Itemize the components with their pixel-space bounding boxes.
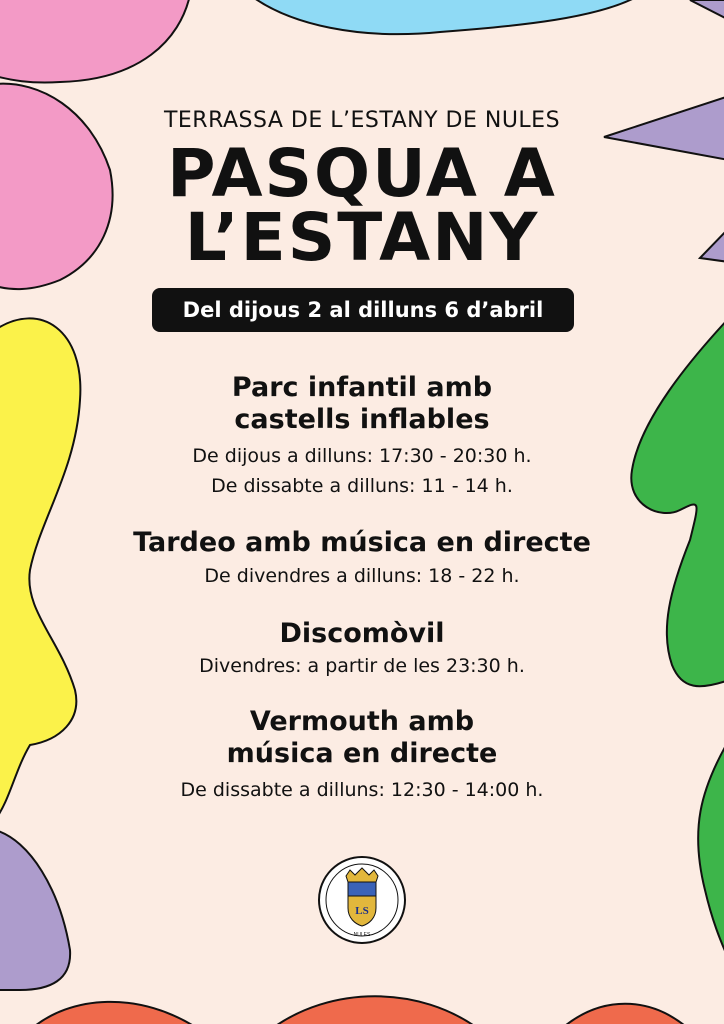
- event-title: Discomòvil: [279, 618, 445, 649]
- event-schedule: De divendres a dilluns: 18 - 22 h.: [204, 565, 520, 587]
- event-title: música en directe: [226, 738, 498, 769]
- town-coat-of-arms-icon: [317, 856, 407, 944]
- event-title: Parc infantil amb: [231, 372, 493, 403]
- event-schedule: De dijous a dilluns: 17:30 - 20:30 h.: [192, 445, 532, 467]
- title-line-2: L’ESTANY: [184, 199, 540, 276]
- title-line-1: PASQUA A: [167, 135, 557, 212]
- event-schedule: De dissabte a dilluns: 12:30 - 14:00 h.: [180, 779, 544, 801]
- svg-text:LS: LS: [355, 905, 369, 917]
- event-title: castells inflables: [234, 404, 490, 435]
- event-title: Tardeo amb música en directe: [133, 527, 591, 558]
- venue-kicker: TERRASSA DE L’ESTANY DE NULES: [163, 108, 561, 133]
- dates-badge: Del dijous 2 al dilluns 6 d’abril: [152, 288, 574, 332]
- seal-text: NULES: [353, 932, 371, 938]
- event-schedule: De dissabte a dilluns: 11 - 14 h.: [211, 475, 513, 497]
- poster-title: [0, 135, 724, 276]
- event-schedule: Divendres: a partir de les 23:30 h.: [199, 655, 525, 677]
- event-title: Vermouth amb: [249, 706, 475, 737]
